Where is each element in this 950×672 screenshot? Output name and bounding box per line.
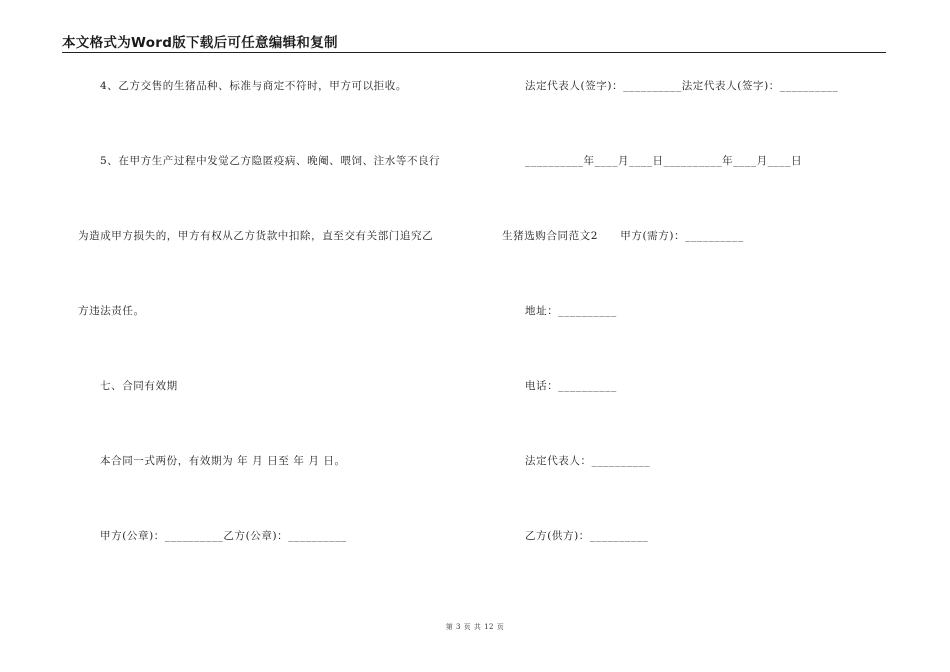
page-number: 第 3 页 共 12 页 bbox=[445, 623, 505, 631]
paragraph-line: 方违法责任。 bbox=[78, 305, 145, 317]
paragraph-line: 5、在甲方生产过程中发觉乙方隐匿疫病、晚阉、喂饲、注水等不良行 bbox=[100, 155, 441, 167]
legal-representative-line: 法定代表人：__________ bbox=[525, 455, 651, 467]
signature-line: 法定代表人(签字)：__________法定代表人(签字)：__________ bbox=[525, 80, 839, 92]
party-b-line: 乙方(供方)：__________ bbox=[525, 530, 649, 542]
document-header-title: 本文格式为Word版下载后可任意编辑和复制 bbox=[62, 35, 886, 53]
contract-title-line: 生猪选购合同范文2 甲方(需方)：__________ bbox=[502, 230, 744, 242]
paragraph-line: 4、乙方交售的生猪品种、标准与商定不符时，甲方可以拒收。 bbox=[100, 80, 407, 92]
signature-line: 甲方(公章)：__________乙方(公章)：__________ bbox=[100, 530, 347, 542]
paragraph-line: 本合同一式两份，有效期为 年 月 日至 年 月 日。 bbox=[100, 455, 346, 467]
paragraph-line: 为造成甲方损失的，甲方有权从乙方货款中扣除，直至交有关部门追究乙 bbox=[78, 230, 434, 242]
section-heading: 七、合同有效期 bbox=[100, 380, 178, 392]
date-line: __________年____月____日__________年____月____日 bbox=[525, 155, 803, 167]
phone-line: 电话：__________ bbox=[525, 380, 617, 392]
address-line: 地址：__________ bbox=[525, 305, 617, 317]
